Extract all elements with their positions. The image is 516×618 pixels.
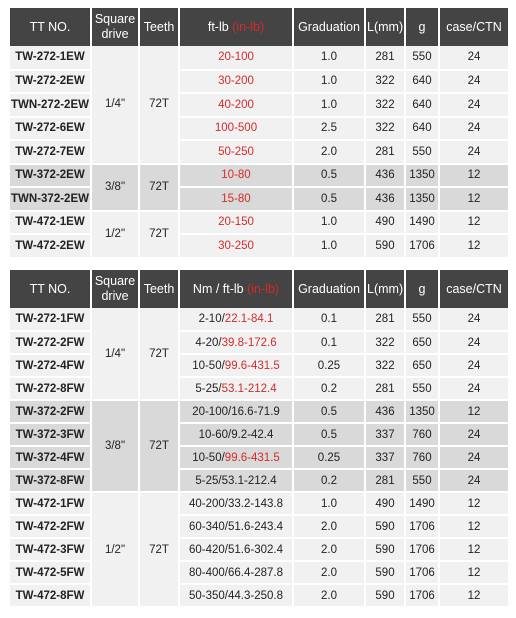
- model-cell: TWN-372-2EW: [9, 187, 91, 211]
- case-cell: 24: [439, 446, 509, 469]
- teeth-cell: 72T: [139, 211, 179, 258]
- weight-cell: 1706: [405, 515, 439, 538]
- teeth-cell: 72T: [139, 164, 179, 211]
- range-cell: [179, 469, 293, 492]
- range-cell: 30-250: [179, 234, 293, 258]
- case-cell: 12: [439, 234, 509, 258]
- length-cell: 322: [365, 331, 405, 354]
- model-cell: TW-472-2EW: [9, 234, 91, 258]
- range-cell: [179, 584, 293, 607]
- case-cell: 24: [439, 93, 509, 117]
- range-main: 10-60/9.2-42.4: [198, 428, 274, 441]
- graduation-cell: 0.5: [293, 400, 365, 423]
- model-cell: TW-472-1EW: [9, 211, 91, 235]
- range-main: 40-200/33.2-143.8: [189, 497, 283, 510]
- weight-cell: 640: [405, 117, 439, 141]
- range-cell: 10-80: [179, 164, 293, 188]
- range-red: 53.1-212.4: [221, 382, 277, 395]
- weight-cell: 1490: [405, 211, 439, 235]
- weight-cell: 1490: [405, 492, 439, 515]
- ft-lb-torque-wrench-table: [8, 8, 510, 259]
- table-row: [9, 234, 509, 258]
- table-row: [9, 211, 509, 235]
- table-row: [9, 377, 509, 400]
- length-cell: 590: [365, 515, 405, 538]
- case-cell: 12: [439, 538, 509, 561]
- header-range: [179, 270, 293, 308]
- case-cell: 12: [439, 164, 509, 188]
- graduation-cell: 1.0: [293, 93, 365, 117]
- graduation-cell: 0.2: [293, 469, 365, 492]
- header-graduation: Graduation: [293, 270, 365, 308]
- model-cell: TWN-272-2EW: [9, 93, 91, 117]
- case-cell: 24: [439, 70, 509, 94]
- weight-cell: 550: [405, 308, 439, 331]
- range-cell: 20-100: [179, 46, 293, 70]
- weight-cell: 1706: [405, 561, 439, 584]
- header-tt-no: TT NO.: [9, 8, 91, 46]
- model-cell: TW-272-1EW: [9, 46, 91, 70]
- case-cell: 24: [439, 117, 509, 141]
- case-cell: 12: [439, 187, 509, 211]
- range-cell: 40-200: [179, 93, 293, 117]
- range-main: 10-50/: [192, 359, 225, 372]
- graduation-cell: 2.0: [293, 561, 365, 584]
- range-cell: 30-200: [179, 70, 293, 94]
- range-cell: 20-150: [179, 211, 293, 235]
- graduation-cell: 0.2: [293, 377, 365, 400]
- table-row: [9, 561, 509, 584]
- graduation-cell: 2.0: [293, 584, 365, 607]
- table-row: [9, 187, 509, 211]
- model-cell: TW-472-1FW: [9, 492, 91, 515]
- range-main: 2-10/: [198, 313, 225, 325]
- table-row: [9, 423, 509, 446]
- square-drive-cell: 1/4": [91, 308, 139, 400]
- range-main: 10-50/: [192, 451, 225, 464]
- length-cell: 590: [365, 584, 405, 607]
- nm-ft-lb-torque-wrench-table: [8, 270, 510, 608]
- weight-cell: 1706: [405, 234, 439, 258]
- weight-cell: 1706: [405, 538, 439, 561]
- model-cell: TW-372-2EW: [9, 164, 91, 188]
- graduation-cell: 1.0: [293, 234, 365, 258]
- teeth-cell: 72T: [139, 492, 179, 607]
- header-range-red: (in-lb): [232, 19, 265, 34]
- length-cell: 322: [365, 117, 405, 141]
- graduation-cell: 2.0: [293, 538, 365, 561]
- weight-cell: 640: [405, 93, 439, 117]
- graduation-cell: 0.5: [293, 423, 365, 446]
- range-cell: [179, 515, 293, 538]
- range-cell: [179, 561, 293, 584]
- case-cell: 12: [439, 211, 509, 235]
- model-cell: TW-272-6EW: [9, 117, 91, 141]
- model-cell: TW-272-2EW: [9, 70, 91, 94]
- case-cell: 12: [439, 515, 509, 538]
- table-row: [9, 331, 509, 354]
- length-cell: 281: [365, 308, 405, 331]
- case-cell: 24: [439, 423, 509, 446]
- header-graduation: Graduation: [293, 8, 365, 46]
- header-square-drive: Square drive: [91, 270, 139, 308]
- header-range-main: ft-lb: [207, 19, 229, 34]
- square-drive-cell: 1/4": [91, 46, 139, 164]
- model-cell: TW-272-7EW: [9, 140, 91, 164]
- header-range-main: Nm / ft-lb: [192, 281, 244, 296]
- range-cell: [179, 446, 293, 469]
- weight-cell: 1350: [405, 187, 439, 211]
- case-cell: 12: [439, 561, 509, 584]
- header-weight: g: [405, 270, 439, 308]
- model-cell: TW-372-8FW: [9, 469, 91, 492]
- range-cell: 50-250: [179, 140, 293, 164]
- model-cell: TW-272-2FW: [9, 331, 91, 354]
- graduation-cell: 2.0: [293, 515, 365, 538]
- table-row: [9, 308, 509, 331]
- weight-cell: 550: [405, 140, 439, 164]
- length-cell: 490: [365, 492, 405, 515]
- header-range-red: (in-lb): [247, 281, 280, 296]
- table-row: [9, 538, 509, 561]
- case-cell: 24: [439, 140, 509, 164]
- teeth-cell: 72T: [139, 308, 179, 400]
- square-drive-cell: 1/2": [91, 492, 139, 607]
- weight-cell: 760: [405, 423, 439, 446]
- weight-cell: 550: [405, 46, 439, 70]
- graduation-cell: 0.1: [293, 308, 365, 331]
- length-cell: 322: [365, 70, 405, 94]
- range-main: 60-340/51.6-243.4: [189, 520, 283, 533]
- model-cell: TW-272-4FW: [9, 354, 91, 377]
- model-cell: TW-372-2FW: [9, 400, 91, 423]
- length-cell: 436: [365, 400, 405, 423]
- graduation-cell: 0.25: [293, 354, 365, 377]
- length-cell: 590: [365, 234, 405, 258]
- header-case: case/CTN: [439, 270, 509, 308]
- weight-cell: 550: [405, 469, 439, 492]
- length-cell: 337: [365, 446, 405, 469]
- table-header-row: [9, 270, 509, 308]
- weight-cell: 1706: [405, 584, 439, 607]
- graduation-cell: 0.5: [293, 187, 365, 211]
- case-cell: 24: [439, 469, 509, 492]
- case-cell: 24: [439, 354, 509, 377]
- header-range: [179, 8, 293, 46]
- weight-cell: 650: [405, 354, 439, 377]
- graduation-cell: 0.1: [293, 331, 365, 354]
- table-body: [9, 308, 509, 607]
- range-cell: 15-80: [179, 187, 293, 211]
- weight-cell: 550: [405, 377, 439, 400]
- range-main: 5-25/: [195, 382, 222, 395]
- weight-cell: 760: [405, 446, 439, 469]
- range-cell: [179, 492, 293, 515]
- teeth-cell: 72T: [139, 400, 179, 492]
- header-length: L(mm): [365, 8, 405, 46]
- table-row: [9, 46, 509, 70]
- model-cell: TW-372-4FW: [9, 446, 91, 469]
- range-main: 20-100/16.6-71.9: [192, 405, 280, 418]
- length-cell: 590: [365, 561, 405, 584]
- table-row: [9, 400, 509, 423]
- header-square-drive: Square drive: [91, 8, 139, 46]
- table-row: [9, 354, 509, 377]
- table-row: [9, 70, 509, 94]
- header-weight: g: [405, 8, 439, 46]
- square-drive-cell: 3/8": [91, 164, 139, 211]
- length-cell: 281: [365, 469, 405, 492]
- length-cell: 322: [365, 93, 405, 117]
- table-row: [9, 446, 509, 469]
- length-cell: 337: [365, 423, 405, 446]
- case-cell: 12: [439, 584, 509, 607]
- table-row: [9, 117, 509, 141]
- table-row: [9, 164, 509, 188]
- range-cell: [179, 331, 293, 354]
- model-cell: TW-472-5FW: [9, 561, 91, 584]
- graduation-cell: 0.5: [293, 164, 365, 188]
- length-cell: 281: [365, 46, 405, 70]
- range-cell: [179, 538, 293, 561]
- range-cell: [179, 377, 293, 400]
- model-cell: TW-472-8FW: [9, 584, 91, 607]
- table-row: [9, 140, 509, 164]
- model-cell: TW-472-3FW: [9, 538, 91, 561]
- range-main: 80-400/66.4-287.8: [189, 566, 283, 579]
- header-length: L(mm): [365, 270, 405, 308]
- weight-cell: 1350: [405, 164, 439, 188]
- range-main: 4-20/: [195, 336, 222, 349]
- square-drive-cell: 3/8": [91, 400, 139, 492]
- range-red: 39.8-172.6: [221, 336, 277, 349]
- header-tt-no: TT NO.: [9, 270, 91, 308]
- case-cell: 24: [439, 308, 509, 331]
- case-cell: 12: [439, 400, 509, 423]
- length-cell: 281: [365, 140, 405, 164]
- header-teeth: Teeth: [139, 8, 179, 46]
- case-cell: 24: [439, 331, 509, 354]
- graduation-cell: 1.0: [293, 211, 365, 235]
- weight-cell: 1350: [405, 400, 439, 423]
- range-main: 5-25/53.1-212.4: [195, 474, 277, 487]
- graduation-cell: 1.0: [293, 492, 365, 515]
- graduation-cell: 1.0: [293, 46, 365, 70]
- model-cell: TW-472-2FW: [9, 515, 91, 538]
- graduation-cell: 1.0: [293, 70, 365, 94]
- graduation-cell: 2.5: [293, 117, 365, 141]
- table-body: [9, 46, 509, 258]
- table-row: [9, 492, 509, 515]
- length-cell: 436: [365, 164, 405, 188]
- range-red: 22.1-84.1: [224, 313, 274, 325]
- length-cell: 436: [365, 187, 405, 211]
- table-row: [9, 93, 509, 117]
- graduation-cell: 2.0: [293, 140, 365, 164]
- range-main: 50-350/44.3-250.8: [189, 589, 283, 602]
- model-cell: TW-272-1FW: [9, 308, 91, 331]
- weight-cell: 650: [405, 331, 439, 354]
- weight-cell: 640: [405, 70, 439, 94]
- table-row: [9, 515, 509, 538]
- graduation-cell: 0.25: [293, 446, 365, 469]
- square-drive-cell: 1/2": [91, 211, 139, 258]
- case-cell: 24: [439, 377, 509, 400]
- case-cell: 24: [439, 46, 509, 70]
- model-cell: TW-372-3FW: [9, 423, 91, 446]
- length-cell: 490: [365, 211, 405, 235]
- teeth-cell: 72T: [139, 46, 179, 164]
- range-cell: [179, 400, 293, 423]
- case-cell: 12: [439, 492, 509, 515]
- range-red: 99.6-431.5: [224, 359, 280, 372]
- header-case: case/CTN: [439, 8, 509, 46]
- table-header-row: [9, 8, 509, 46]
- range-main: 60-420/51.6-302.4: [189, 543, 283, 556]
- range-cell: [179, 354, 293, 377]
- range-red: 99.6-431.5: [224, 451, 280, 464]
- range-cell: 100-500: [179, 117, 293, 141]
- length-cell: 322: [365, 354, 405, 377]
- table-row: [9, 469, 509, 492]
- table-row: [9, 584, 509, 607]
- header-teeth: Teeth: [139, 270, 179, 308]
- range-cell: [179, 308, 293, 331]
- range-cell: [179, 423, 293, 446]
- length-cell: 590: [365, 538, 405, 561]
- length-cell: 281: [365, 377, 405, 400]
- model-cell: TW-272-8FW: [9, 377, 91, 400]
